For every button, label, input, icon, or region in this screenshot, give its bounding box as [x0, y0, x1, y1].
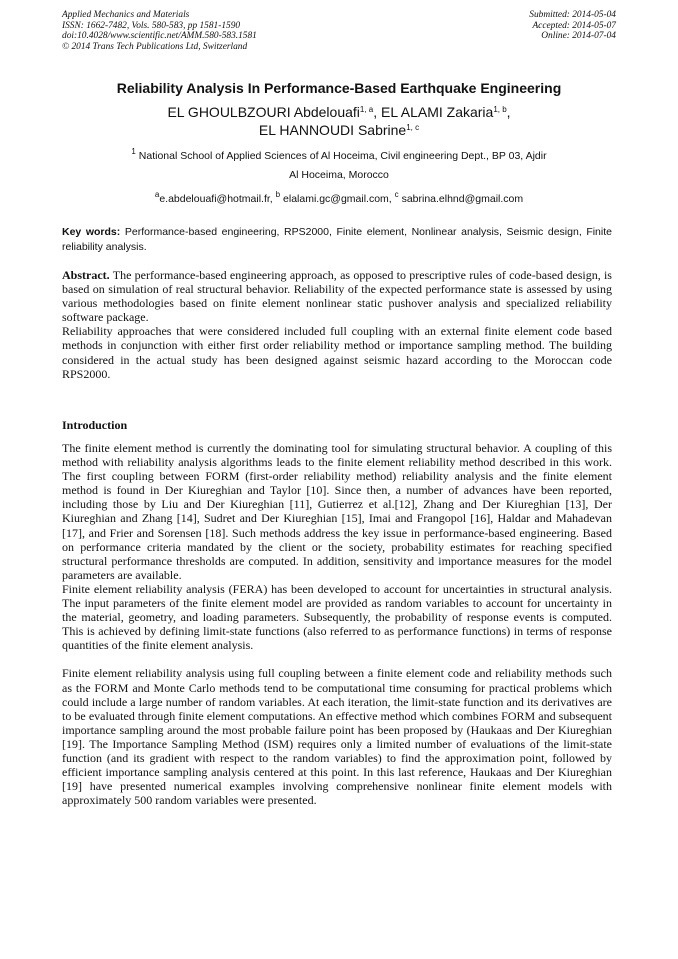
author-affiliation-mark: 1, c	[406, 123, 420, 132]
email-mark: b	[275, 190, 281, 199]
email-link[interactable]: elalami.gc@gmail.com,	[283, 193, 392, 205]
keywords-text: Performance-based engineering, RPS2000, Finite element, Nonlinear analysis, Seismic design, Finite reliability analysis.	[62, 226, 612, 253]
section-heading: Introduction	[62, 418, 128, 432]
abstract-paragraph	[62, 268, 612, 324]
affiliation	[40, 147, 638, 185]
abstract-text: The performance-based engineering approach, as opposed to prescriptive rules of code-based design, is based on simulation of real structural behavior. Reliability of the expected performance state is assessed by using various methodologies based on finite element nonlinear static pushover analysis and specialized reliability software package.	[62, 268, 612, 325]
introduction-section	[62, 441, 612, 807]
author-affiliation-mark: 1, b	[493, 105, 507, 114]
keywords	[62, 225, 612, 254]
journal-doi: doi:10.4028/www.scientific.net/AMM.580-583.1581	[62, 31, 257, 42]
author-name: EL HANNOUDI Sabrine	[258, 122, 407, 138]
abstract-label: Abstract.	[62, 268, 110, 282]
affiliation-line: Al Hoceima, Morocco	[289, 169, 389, 181]
author-name: EL ALAMI Zakaria	[381, 104, 494, 120]
accepted-date: Accepted: 2014-05-07	[532, 20, 616, 31]
author-name: EL GHOULBZOURI Abdelouafi	[167, 104, 360, 120]
paper-title: Reliability Analysis In Performance-Based Earthquake Engineering	[116, 80, 562, 96]
affiliation-line: National School of Applied Sciences of Al Hoceima, Civil engineering Dept., BP 03, Ajdir	[138, 150, 547, 162]
journal-copyright: © 2014 Trans Tech Publications Ltd, Switzerland	[62, 41, 248, 52]
submitted-date: Submitted: 2014-05-04	[529, 10, 616, 20]
email-link[interactable]: sabrina.elhnd@gmail.com	[401, 193, 524, 205]
affiliation-mark: 1	[131, 147, 136, 156]
email-mark: c	[394, 190, 399, 199]
author-list: EL GHOULBZOURI Abdelouafi$^{1, a}$, EL ALAMI Zakaria$^{1, b}$, EL HANNOUDI Sabrine$^{1, c}$	[167, 104, 511, 138]
online-date: Online: 2014-07-04	[541, 31, 616, 42]
journal-issn: ISSN: 1662-7482, Vols. 580-583, pp 1581-1590	[62, 20, 241, 31]
author-emails	[40, 190, 638, 209]
email-mark: a	[154, 190, 160, 199]
body-paragraph: The finite element method is currently the dominating tool for simulating structural behavior. A coupling of this method with reliability analysis algorithms leads to the finite element reliability method described in this work. The first coupling between FORM (first-order reliability method) reliability analysis and the finite element method is found in Der Kiureghian and Taylor [10]. Since then, a number of advances have been reported, including those by Liu and Der Kiureghian [11], Gutierrez et al.[12], Zhang and Der Kiureghian [13], Der Kiureghian and Zhang [14], Sudret and Der Kiureghian [15], Imai and Frangopol [16], Haldar and Mahadevan [17], and Frier and Sorensen [18]. Such methods address the key issue in performance-based engineering. Based on performance criteria mandated by the client or the society, probability estimates for reaching specified structural performance thresholds are computed. In addition, sensitivity and importance measures for the model parameters are available.	[62, 441, 612, 582]
body-paragraph: Finite element reliability analysis (FERA) has been developed to account for uncertainties in structural analysis. The input parameters of the finite element model are provided as random variables to account for uncertainty in the material, geometry, and loading parameters. Subsequently, the probability of response events is computed. This is achieved by defining limit-state functions (also referred to as performance functions) in terms of response quantities of the finite element analysis.	[62, 581, 612, 653]
author-affiliation-mark: 1, a	[359, 105, 374, 114]
body-paragraph: Finite element reliability analysis using full coupling between a finite element code and reliability methods such as the FORM and Monte Carlo methods tend to be computational time consuming for practical problems which could include a large number of random variables. At each iteration, the limit-state function and its derivatives are to be evaluated through finite element computations. An effective method which combines FORM and subsequent importance sampling around the most probable failure point has been proposed by (Haukaas and Der Kiureghian [19]. The Importance Sampling Method (ISM) requires only a limited number of evaluations of the limit-state function (and its gradient with respect to the random variables) to find the approximation point, followed by efficient importance sampling analysis centered at this point. In this last reference, Haukaas and Der Kiureghian [19] have presented numerical examples involving comprehensive nonlinear finite element models with approximately 500 random variables were presented.	[62, 666, 612, 808]
journal-header	[62, 10, 257, 52]
keywords-label: Key words:	[62, 226, 121, 238]
publication-dates	[529, 10, 616, 42]
email-link[interactable]: e.abdelouafi@hotmail.fr,	[159, 193, 273, 205]
abstract	[62, 268, 612, 381]
abstract-paragraph: Reliability approaches that were considered included full coupling with an external finite element code based methods in conjunction with either first order reliability method or importance sampling method. The building considered in the actual study has been designed against seismic hazard according to the Moroccan code RPS2000.	[62, 324, 612, 381]
journal-name: Applied Mechanics and Materials	[62, 10, 190, 20]
